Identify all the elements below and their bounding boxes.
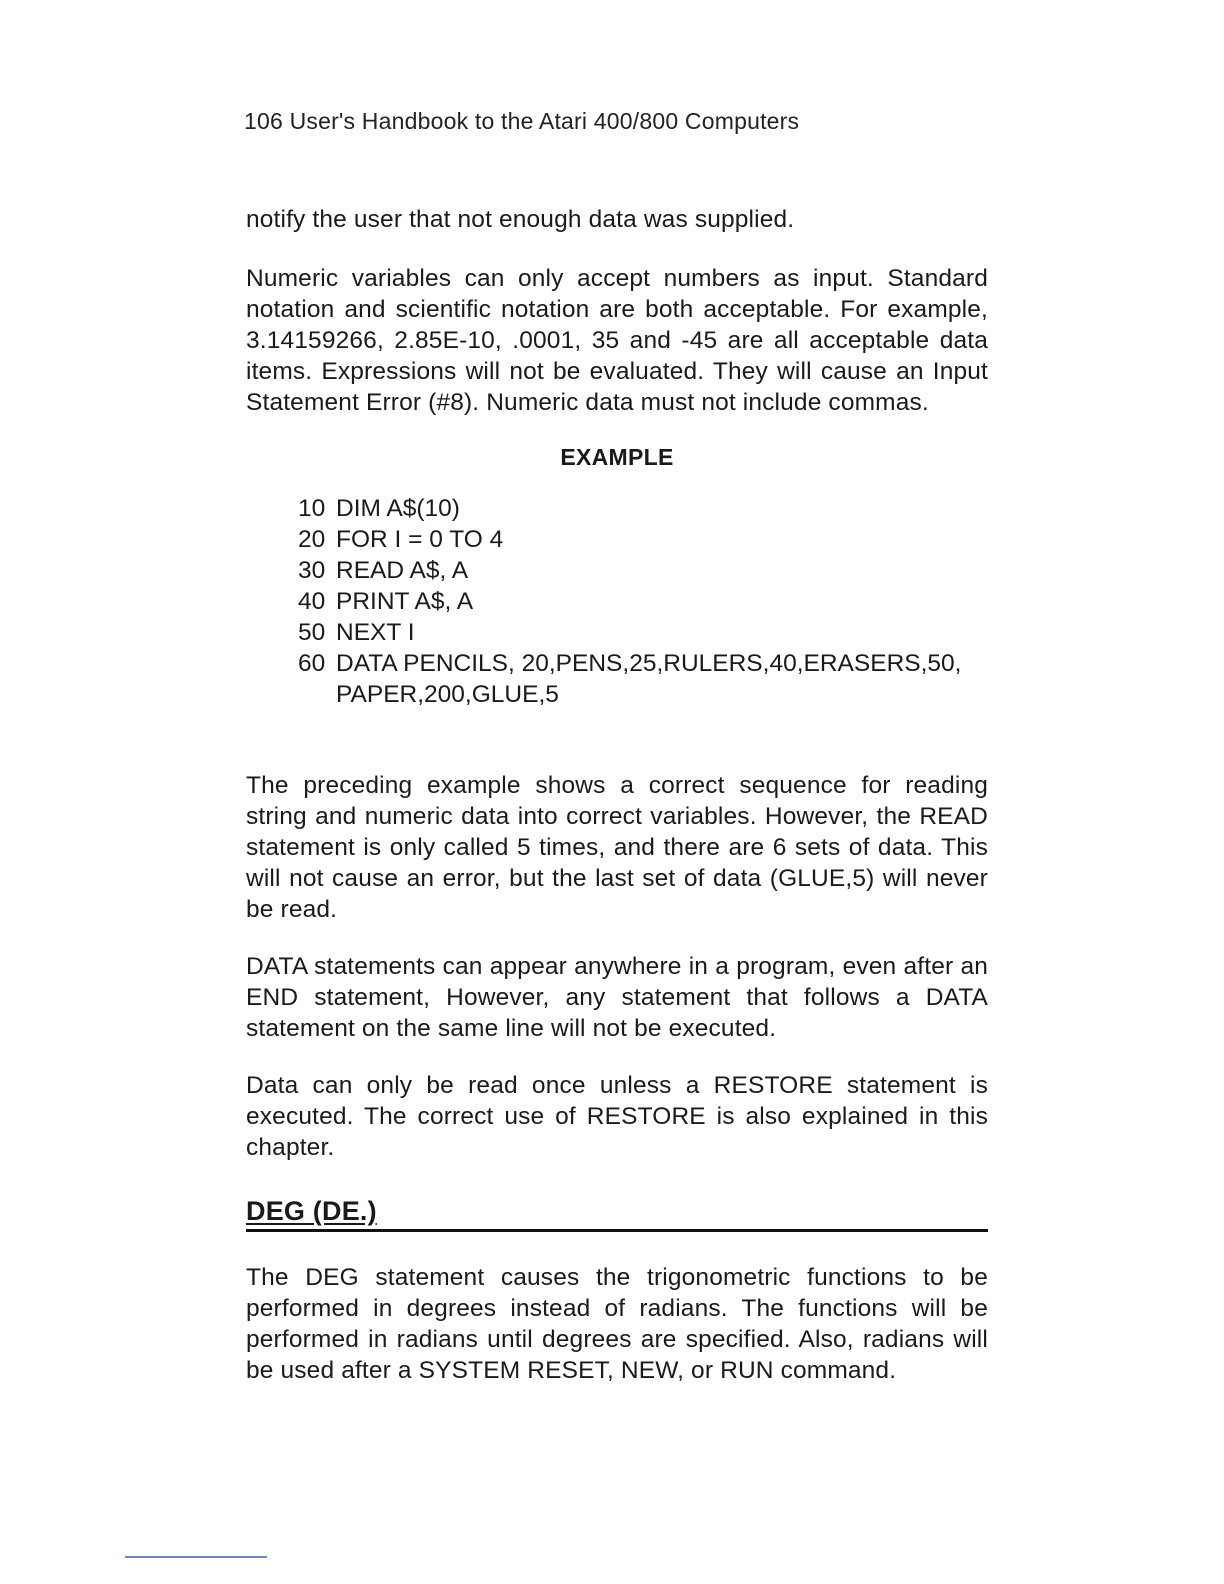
- code-line: [298, 555, 988, 586]
- page-body: [246, 204, 988, 1412]
- code-line-number: 60: [298, 650, 326, 677]
- footer-rule: [125, 1556, 267, 1558]
- code-line-text: DATA PENCILS, 20,PENS,25,RULERS,40,ERASERS,50, PAPER,200,GLUE,5: [336, 650, 962, 708]
- code-line-number: 30: [298, 557, 326, 584]
- code-line-text: PRINT A$, A: [336, 588, 474, 615]
- code-line: [298, 524, 988, 555]
- running-head: 106 User's Handbook to the Atari 400/800 Computers: [244, 108, 800, 134]
- code-line: [298, 617, 988, 648]
- section-heading-text: DEG (DE.): [246, 1196, 377, 1226]
- code-listing: [298, 493, 988, 710]
- paragraph-numeric-variables: Numeric variables can only accept numbers as input. Standard notation and scientific notation are both acceptable. For example, 3.14159266, 2.85E-10, .0001, 35 and -45 are all acceptable data items. Expressions will not be evaluated. They will cause an Input Statement Error (#8). Numeric data must not include commas.: [246, 265, 988, 416]
- code-line-number: 20: [298, 526, 326, 553]
- code-line-text: DIM A$(10): [336, 495, 460, 522]
- code-line-number: 10: [298, 495, 326, 522]
- code-line-number: 40: [298, 588, 326, 615]
- paragraph-deg-statement: The DEG statement causes the trigonometric functions to be performed in degrees instead of radians. The functions will be performed in radians until degrees are specified. Also, radians will be used after a SYSTEM RESET, NEW, or RUN command.: [246, 1264, 988, 1384]
- code-line-text: NEXT I: [336, 619, 415, 646]
- paragraph-data-supply: notify the user that not enough data was supplied.: [246, 206, 795, 233]
- code-line: [298, 586, 988, 617]
- section-heading: [246, 1193, 988, 1232]
- example-heading: EXAMPLE: [560, 444, 674, 470]
- code-line-text: READ A$, A: [336, 557, 469, 584]
- code-line: [298, 493, 988, 524]
- paragraph-data-placement: DATA statements can appear anywhere in a program, even after an END statement, However, any statement that follows a DATA statement on the same line will not be executed.: [246, 953, 988, 1042]
- paragraph-restore: Data can only be read once unless a RESTORE statement is executed. The correct use of RESTORE is also explained in this chapter.: [246, 1072, 988, 1161]
- code-line: [298, 648, 988, 710]
- paragraph-example-explanation: The preceding example shows a correct sequence for reading string and numeric data into correct variables. However, the READ statement is only called 5 times, and there are 6 sets of data. This will not cause an error, but the last set of data (GLUE,5) will never be read.: [246, 772, 988, 923]
- code-line-text: FOR I = 0 TO 4: [336, 526, 504, 553]
- code-line-number: 50: [298, 619, 326, 646]
